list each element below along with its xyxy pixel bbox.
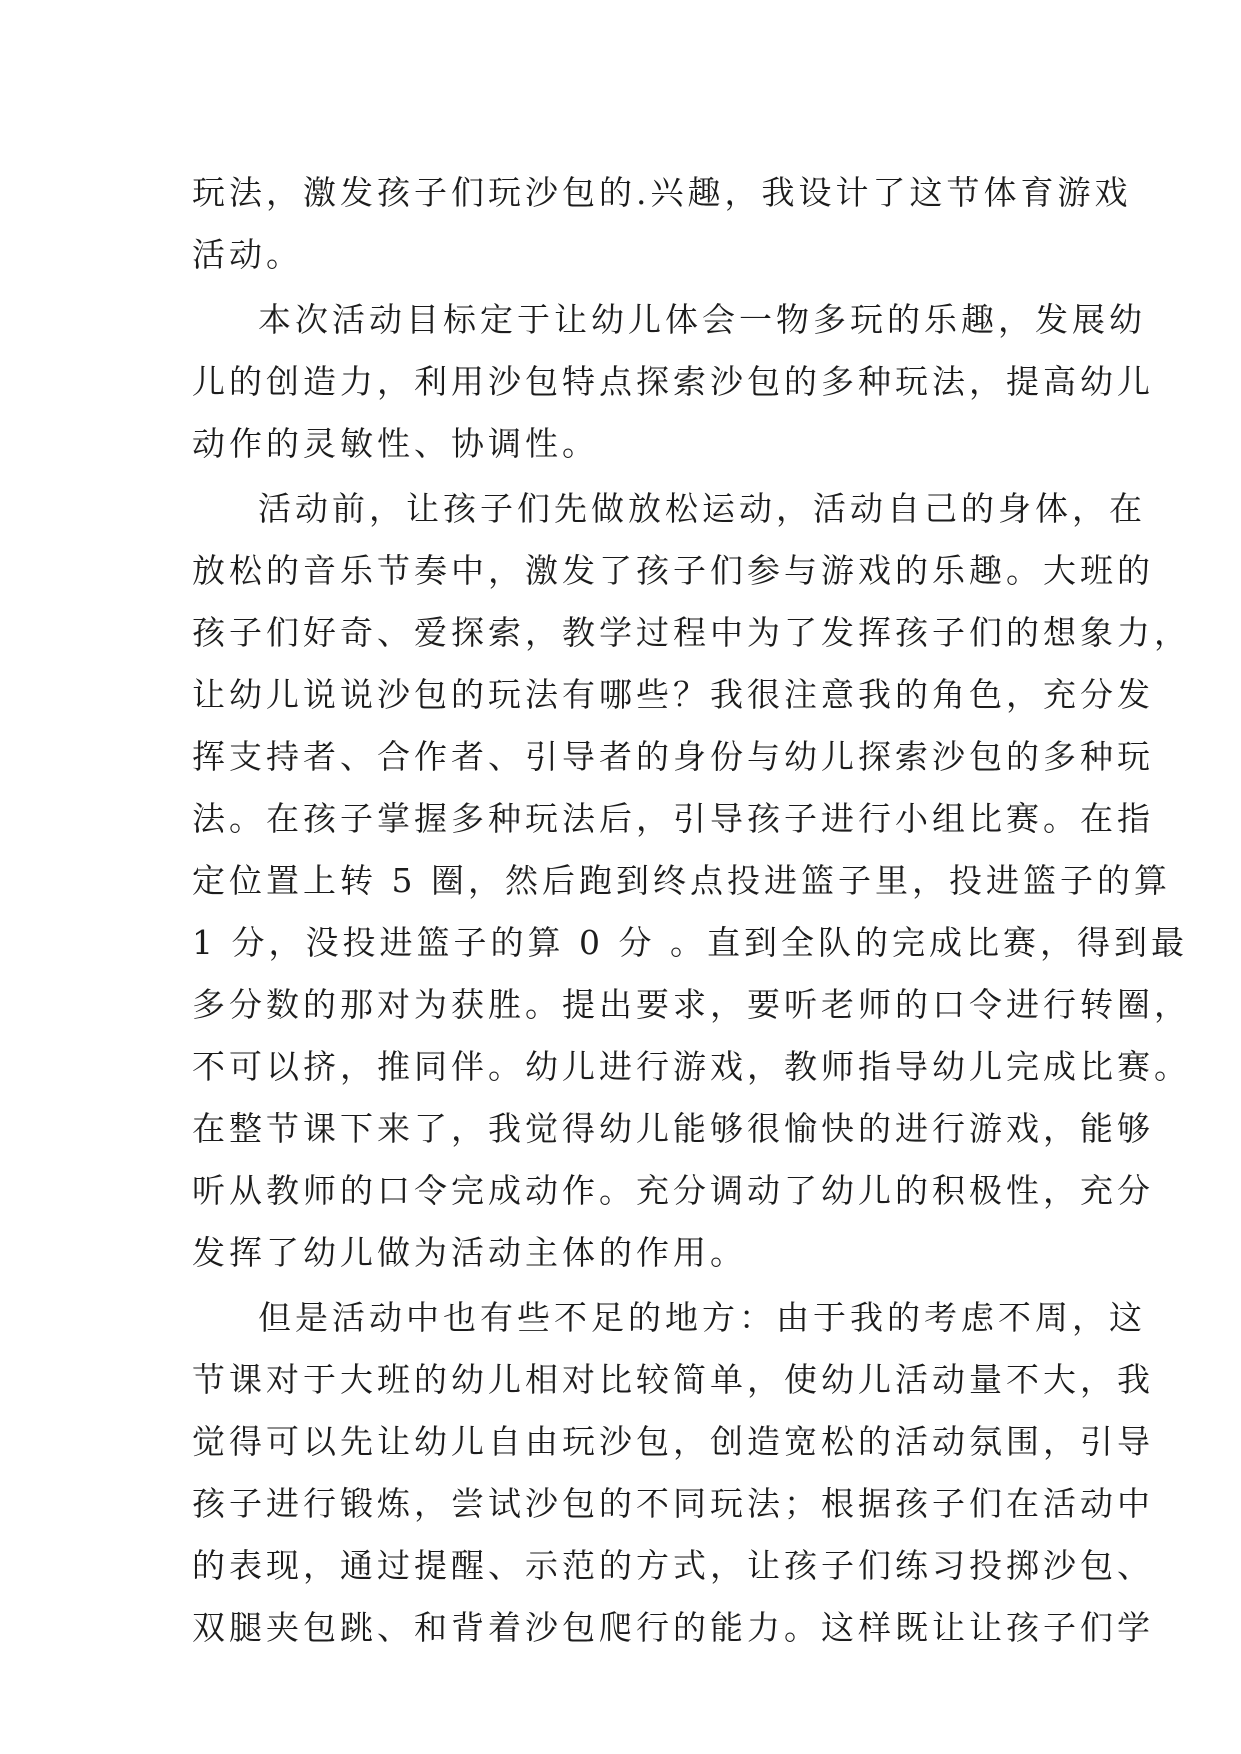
text-line: 不可以挤，推同伴。幼儿进行游戏，教师指导幼儿完成比赛。 — [192, 1047, 1191, 1086]
text-line: 但是活动中也有些不足的地方：由于我的考虑不周，这 — [258, 1298, 1146, 1337]
text-line: 定位置上转 5 圈，然后跑到终点投进篮子里，投进篮子的算 — [192, 861, 1171, 900]
text-line: 动作的灵敏性、协调性。 — [192, 424, 599, 463]
text-line: 双腿夹包跳、和背着沙包爬行的能力。这样既让让孩子们学 — [192, 1608, 1154, 1647]
text-line: 孩子进行锻炼，尝试沙包的不同玩法；根据孩子们在活动中 — [192, 1484, 1154, 1523]
text-line: 孩子们好奇、爱探索，教学过程中为了发挥孩子们的想象力， — [192, 613, 1191, 652]
text-line: 觉得可以先让幼儿自由玩沙包，创造宽松的活动氛围，引导 — [192, 1422, 1154, 1461]
paragraph-2 — [192, 289, 1154, 475]
text-line: 挥支持者、合作者、引导者的身份与幼儿探索沙包的多种玩 — [192, 737, 1154, 776]
paragraph-3 — [192, 478, 1191, 1284]
text-line: 儿的创造力，利用沙包特点探索沙包的多种玩法，提高幼儿 — [192, 362, 1154, 401]
text-line: 听从教师的口令完成动作。充分调动了幼儿的积极性，充分 — [192, 1171, 1154, 1210]
text-line: 活动。 — [192, 235, 303, 274]
paragraph-4 — [192, 1287, 1154, 1659]
text-line: 活动前，让孩子们先做放松运动，活动自己的身体，在 — [258, 489, 1146, 528]
text-line: 在整节课下来了，我觉得幼儿能够很愉快的进行游戏，能够 — [192, 1109, 1154, 1148]
text-line: 本次活动目标定于让幼儿体会一物多玩的乐趣，发展幼 — [258, 300, 1146, 339]
paragraph-1 — [192, 162, 1132, 286]
text-line: 发挥了幼儿做为活动主体的作用。 — [192, 1233, 747, 1272]
text-line: 让幼儿说说沙包的玩法有哪些？我很注意我的角色，充分发 — [192, 675, 1154, 714]
text-line: 多分数的那对为获胜。提出要求，要听老师的口令进行转圈， — [192, 985, 1191, 1024]
text-line: 法。在孩子掌握多种玩法后，引导孩子进行小组比赛。在指 — [192, 799, 1154, 838]
text-line: 放松的音乐节奏中，激发了孩子们参与游戏的乐趣。大班的 — [192, 551, 1154, 590]
text-line: 1 分，没投进篮子的算 0 分 。直到全队的完成比赛，得到最 — [192, 923, 1188, 962]
text-line: 玩法，激发孩子们玩沙包的.兴趣，我设计了这节体育游戏 — [192, 173, 1132, 212]
text-line: 的表现，通过提醒、示范的方式，让孩子们练习投掷沙包、 — [192, 1546, 1154, 1585]
text-line: 节课对于大班的幼儿相对比较简单，使幼儿活动量不大，我 — [192, 1360, 1154, 1399]
document-body — [192, 162, 1191, 1659]
